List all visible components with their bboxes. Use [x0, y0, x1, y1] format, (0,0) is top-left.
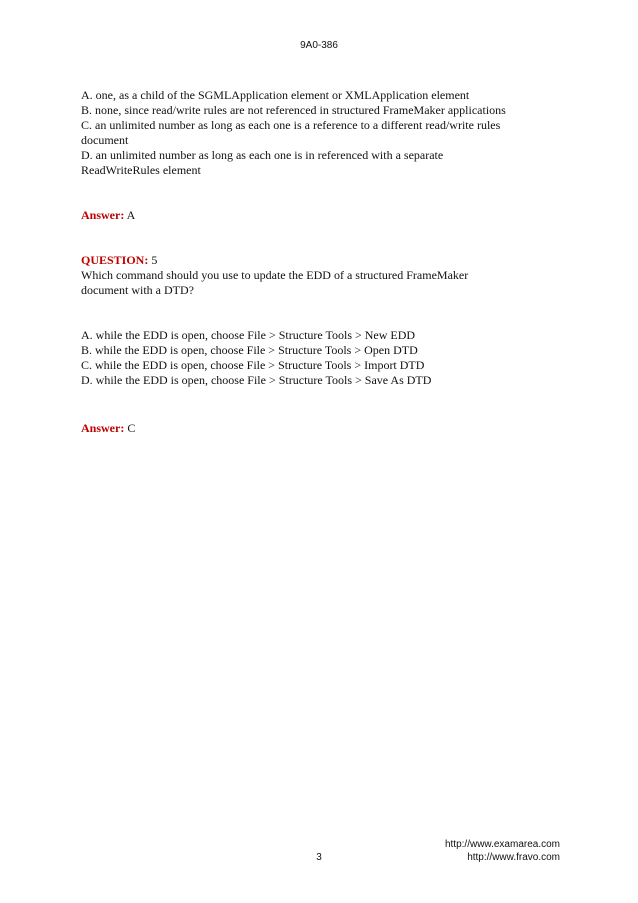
question-5 — [81, 253, 551, 298]
option-c: C. while the EDD is open, choose File > Structure Tools > Import DTD — [81, 358, 425, 372]
answer-label: Answer: — [81, 208, 125, 222]
option-c-continued: document — [81, 133, 129, 147]
answer-value: A — [126, 208, 136, 222]
answer-value: C — [127, 421, 136, 435]
question-4-answer — [81, 208, 551, 223]
question-number: 5 — [151, 253, 158, 267]
option-c: C. an unlimited number as long as each one is a reference to a different read/write rules — [81, 118, 501, 132]
page-number: 3 — [316, 852, 322, 863]
option-a: A. one, as a child of the SGMLApplication element or XMLApplication element — [81, 88, 470, 102]
page-header — [0, 40, 638, 51]
question-label: QUESTION: — [81, 253, 149, 267]
document-body — [81, 88, 551, 436]
question-5-options — [81, 328, 551, 388]
option-b: B. while the EDD is open, choose File > Structure Tools > Open DTD — [81, 343, 418, 357]
option-d: D. an unlimited number as long as each one is in referenced with a separate — [81, 148, 444, 162]
exam-code: 9A0-386 — [300, 40, 338, 51]
question-5-answer — [81, 421, 551, 436]
question-text: Which command should you use to update the EDD of a structured FrameMaker — [81, 268, 469, 282]
question-5-heading — [81, 253, 551, 268]
question-4-options — [81, 88, 551, 178]
option-a: A. while the EDD is open, choose File > Structure Tools > New EDD — [81, 328, 416, 342]
option-b: B. none, since read/write rules are not referenced in structured FrameMaker applications — [81, 103, 506, 117]
option-d: D. while the EDD is open, choose File > Structure Tools > Save As DTD — [81, 373, 432, 387]
footer-link-fravo[interactable]: http://www.fravo.com — [467, 852, 560, 863]
option-d-continued: ReadWriteRules element — [81, 163, 201, 177]
answer-label: Answer: — [81, 421, 125, 435]
footer-link-examarea[interactable]: http://www.examarea.com — [444, 839, 560, 850]
question-text-continued: document with a DTD? — [81, 283, 194, 297]
